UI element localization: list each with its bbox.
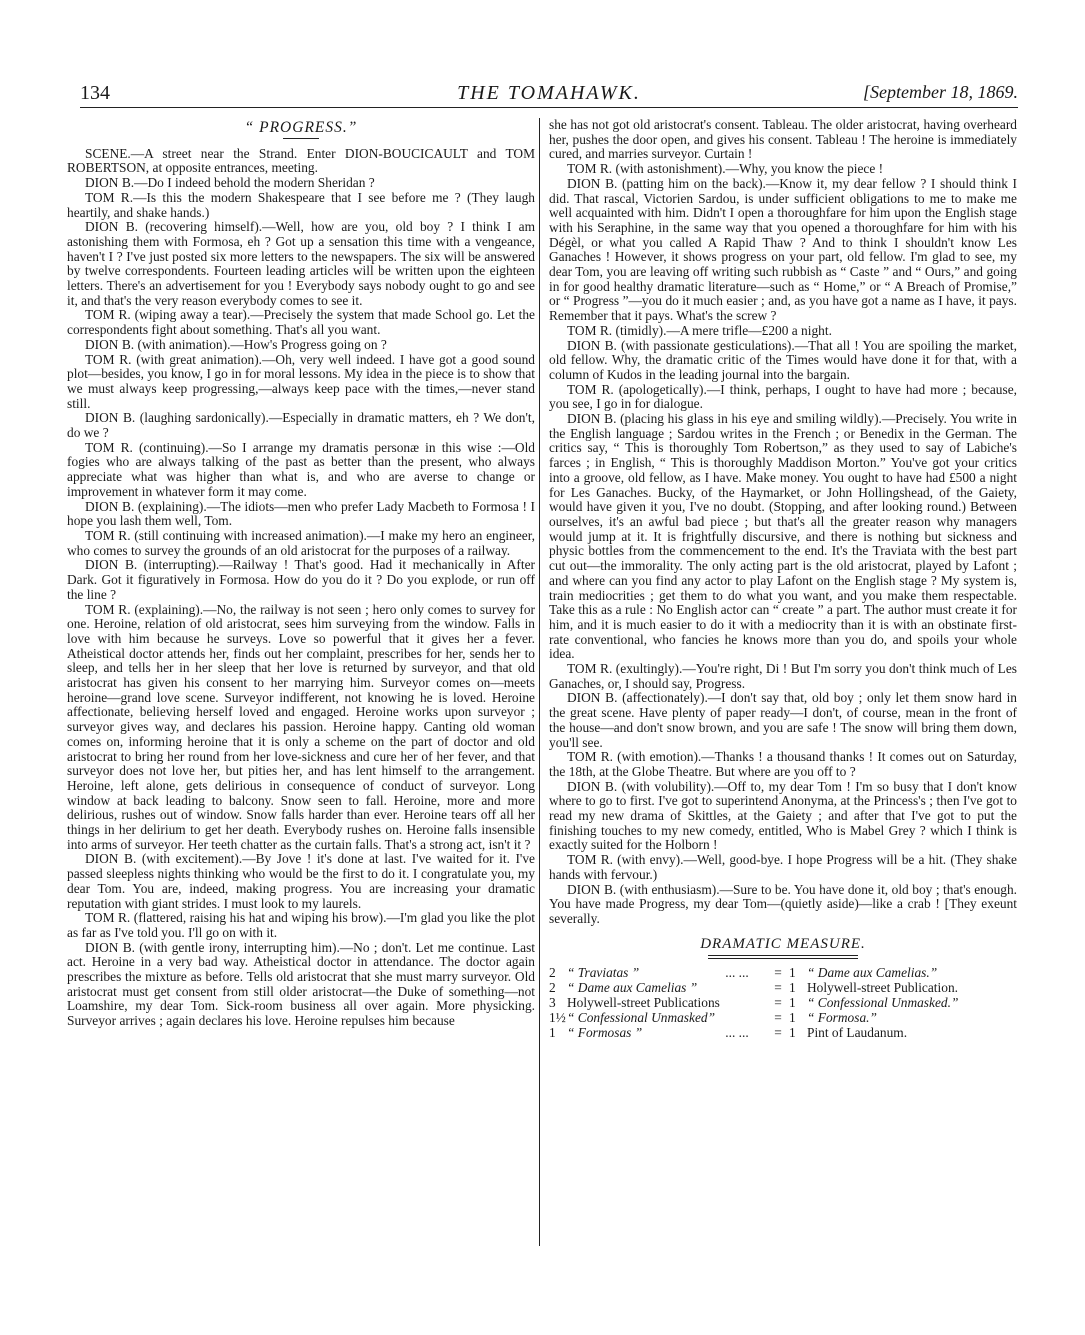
- measure-result-qty: 1: [789, 965, 796, 981]
- right-column: [549, 118, 1017, 1040]
- measure-equals: =: [774, 1010, 782, 1026]
- measure-row: [549, 995, 1017, 1010]
- paragraph: TOM R. (with envy).—Well, good-bye. I hope Progress will be a hit. (They shake hands with fervour.): [549, 852, 1017, 882]
- measure-equals: =: [774, 995, 782, 1011]
- measure-dots: [707, 980, 767, 995]
- measure-result-qty: 1: [789, 1025, 796, 1041]
- measure-item: “ Confessional Unmasked”: [567, 1010, 716, 1026]
- header-rule: [80, 107, 1018, 108]
- paragraph: DION B. (with animation).—How's Progress going on ?: [85, 336, 387, 352]
- measure-item: “ Traviatas ”: [567, 965, 640, 981]
- measure-result-qty: 1: [789, 1010, 796, 1026]
- paragraph: DION B.—Do I indeed behold the modern Sheridan ?: [85, 175, 375, 191]
- paragraph: DION B. (patting him on the back).—Know it, my dear fellow ? I should think I did. That rascal, Victorien Sardou, is under sufficient obligations to me to make me well acquainted with him. Didn't I open a thoroughfare for him upon the English stage with his Seraphine, in the same way that you opened a thoroughfare for him with his Dégèl, or what you called A Rapid Thaw ? And to think I shouldn't know Les Ganaches ! However, it shows progress on your part, old fellow. I'm glad to see, my dear Tom, you are leaving off writing such rubbish as “ Caste ” and “ Ours,” and going in for good healthy dramatic literature—such as “ Home,” or “ A Breach of Promise,” or “ Progress ”—you do it much easier ; and, as you have got a name as I have, it pays. Remember that it pays. What's the screw ?: [549, 175, 1017, 324]
- paragraph: TOM R.—Is this the modern Shakespeare that I see before me ? (They laugh heartily, and shake hands.): [67, 189, 535, 220]
- paragraph: TOM R. (with great animation).—Oh, very well indeed. I have got a good sound plot—besides, you know, I go in for moral lessons. My idea in the piece is to show that we must always keep progressing,—always keep pace with the times,—never stand still.: [67, 351, 535, 411]
- paragraph: DION B. (with enthusiasm).—Sure to be. You have done it, old boy ; that's enough. You have made Progress, my dear Tom—(quietly aside)—like a crab ! [They exeunt severally.: [549, 881, 1017, 926]
- measure-qty: 2: [549, 965, 556, 981]
- paragraph: SCENE.—A street near the Strand. Enter DION-BOUCICAULT and TOM ROBERTSON, at opposite entrances, meeting.: [67, 145, 535, 176]
- paragraph: she has not got old aristocrat's consent. Tableau. The older aristocrat, having overheard her, pushes the door open, and gives his consent. Tableau ! The heroine is immediately cured, and marries surveyor. Curtain !: [549, 117, 1017, 162]
- measure-row: [549, 980, 1017, 995]
- running-title: THE TOMAHAWK.: [457, 82, 641, 104]
- measure-item: Holywell-street Publications: [567, 995, 720, 1011]
- measure-dots: ... ...: [725, 965, 749, 981]
- paragraph: TOM R. (exultingly).—You're right, Di ! But I'm sorry you don't think much of Les Ganaches, or, I should say, Progress.: [549, 661, 1017, 691]
- column-divider: [539, 118, 540, 1246]
- measure-row: [549, 1010, 1017, 1025]
- measure-item: “ Dame aux Camelias ”: [567, 980, 698, 996]
- paragraph: DION B. (explaining).—The idiots—men who prefer Lady Macbeth to Formosa ! I hope you lash them well, Tom.: [67, 498, 535, 529]
- paragraph: DION B. (placing his glass in his eye and smiling wildly).—Precisely. You write in the English language ; Sardou writes in the French ; or Benedix in the German. The critics say, “ This is thoroughly Tom Robertson,” as they used to say of Labiche's farces ; in English, “ This is thoroughly Maddison Morton.” You've got your critics into a groove, old fellow, as I have. Make money. You ought to have had £500 a night for Les Ganaches. Bucky, of the Haymarket, or John Hollingshead, of the Gaiety, would have given it you, I've no doubt. (Stopping, and after looking round.) Between ourselves, it's an awful bad piece ; but that's all the greater reason why managers would jump at it. It is frightfully discursive, and there is nothing but sickness and physic bottles from the commencement to the end. It's the Traviata with the best part cut out—the immorality. The only acting part is the old aristocrat, played by Lafont ; and where can you find any actor to play Lafont on the English stage ? My system is, train mediocrities ; get them to do what you want, and you make them respectable. Take this as a rule : No English actor can “ create ” a part. The author must create it for him, and it is much easier to do it with a mediocrity than it is with an obstinate first-rate conventional, who fancies he knows more than you do, and spoils your whole idea.: [549, 411, 1017, 662]
- measure-item: “ Formosas ”: [567, 1025, 643, 1041]
- paragraph: DION B. (with volubility).—Off to, my dear Tom ! I'm so busy that I don't know where to go to first. I've got to superintend Anonyma, at the Princess's ; then I've got to read my new drama of Skittles, at the Gaiety ; and after that I've got to put the finishing touches to my new comedy, entitled, Who is Mabel Grey ? which I think is exactly suited for the Holborn !: [549, 778, 1017, 853]
- page-header: [80, 82, 1018, 104]
- article-title: “ PROGRESS.”: [244, 119, 358, 136]
- issue-date: [September 18, 1869.: [863, 82, 1018, 102]
- paragraph: TOM R. (still continuing with increased animation).—I make my hero an engineer, who comes to survey the grounds of an old aristocrat for the purposes of a railway.: [67, 527, 535, 558]
- paragraph: DION B. (with gentle irony, interrupting him).—No ; don't. Let me continue. Last act. Heroine in a very bad way. Atheistical doctor in attendance. The doctor again prescribes the mixture as before. Tells old aristocrat that she must marry surveyor. Old aristocrat must get consent from still older aristocrat—the Duke of something—not Loamshire, my dear Tom. Sick-room business all over again. More physicking. Surveyor arrives ; again declares his love. Heroine repulses him because: [67, 939, 535, 1029]
- measure-result-qty: 1: [789, 995, 796, 1011]
- measure-dots: ... ...: [725, 1025, 749, 1041]
- measure-row: [549, 1025, 1017, 1040]
- title-rule: [283, 138, 319, 139]
- measure-row: [549, 965, 1017, 980]
- measure-qty: 2: [549, 980, 556, 996]
- measure-qty: 1: [549, 1025, 556, 1041]
- measure-title: DRAMATIC MEASURE.: [700, 935, 866, 952]
- measure-result: “ Dame aux Camelias.”: [807, 965, 938, 981]
- paragraph: DION B. (with excitement).—By Jove ! it's done at last. I've waited for it. I've passed sleepless nights thinking who would be the first to do it. I congratulate you, my dear Tom. You are, indeed, making progress. You are increasing your dramatic reputation with giant strides. I must look to my laurels.: [67, 851, 535, 911]
- paragraph: TOM R. (flattered, raising his hat and wiping his brow).—I'm glad you like the plot as far as I've told you. I'll go on with it.: [67, 910, 535, 940]
- paragraph: TOM R. (with astonishment).—Why, you know the piece !: [567, 161, 884, 177]
- page-number: 134: [80, 82, 110, 104]
- measure-result-qty: 1: [789, 980, 796, 996]
- measure-result: Pint of Laudanum.: [807, 1025, 908, 1041]
- paragraph: TOM R. (explaining).—No, the railway is not seen ; hero only comes to survey for one. Heroine, relation of old aristocrat, sees him surveying from the window. Falls in love with him because he surveys. Love so powerful that it gives her a fever. Atheistical doctor attends her, finds out her complaint, prescribes for her, sends her to sleep, and tells her in her sleep that her love is returned by surveyor, and that old aristocrat has given his consent to her marrying him. Surveyor comes on—meets heroine—grand love scene. Surveyor indifferent, not knowing he is loved. Heroine affectionate, believing herself loved and engaged. Heroine works upon surveyor ; surveyor gives way, and declares his passion. Heroine happy. Canting old woman comes on, informing heroine that it is only a scheme on the part of doctor and old aristocrat to bring her round from her love-sickness and cure her of her fever, and that surveyor does not love her, but pities her, and has lent himself to the arrangement. Heroine, left alone, gets delirious in consequence of conduct of surveyor. Long window at back leading to balcony. Snow seen to fall. Heroine, more and more delirious, rushes out of window. Snow falls harder than ever. Heroine tears off all her things in her delirium to get her death. Everybody rushes on. Heroine falls insensible into arms of surveyor. Her teeth chatter as the curtain falls. That's a strong act, isn't it ?: [67, 601, 535, 852]
- measure-result: “ Formosa.”: [807, 1010, 877, 1026]
- measure-rule: [708, 955, 858, 959]
- paragraph: DION B. (recovering himself).—Well, how are you, old boy ? I think I am astonishing them with Formosa, eh ? Got up a sensation this time with a vengeance, haven't I ? I've just posted six more letters to the newspapers. The six will be answered by twelve correspondents. Fourteen leading articles will be written upon the eighteen letters. There's an advertisement for you ! Everybody says nobody ought to go and see it, and that's the very reason everybody comes to see it.: [67, 219, 535, 308]
- measure-result: “ Confessional Unmasked.”: [807, 995, 959, 1011]
- measure-table: [549, 965, 1017, 1040]
- measure-equals: =: [774, 1025, 782, 1041]
- paragraph: DION B. (laughing sardonically).—Especially in dramatic matters, eh ? We don't, do we ?: [67, 410, 535, 441]
- paragraph: TOM R. (timidly).—A mere trifle—£200 a night.: [567, 322, 832, 338]
- paragraph: TOM R. (with emotion).—Thanks ! a thousand thanks ! It comes out on Saturday, the 18th, at the Globe Theatre. But where are you off to ?: [549, 749, 1017, 779]
- measure-qty: 1½: [549, 1010, 566, 1026]
- measure-equals: =: [774, 980, 782, 996]
- measure-equals: =: [774, 965, 782, 981]
- paragraph: TOM R. (wiping away a tear).—Precisely the system that made School go. Let the correspondents fight about something. That's all you want.: [67, 307, 535, 338]
- left-column: [67, 118, 535, 1029]
- measure-result: Holywell-street Publication.: [807, 980, 958, 996]
- paragraph: TOM R. (apologetically).—I think, perhaps, I ought to have had more ; because, you see, I go in for dialogue.: [549, 381, 1017, 412]
- paragraph: DION B. (affectionately).—I don't say that, old boy ; only let them snow hard in the great scene. Have plenty of paper ready—I don't, of course, mean in the front of the house—and don't snow brown, and you are safe ! The snow will bring them down, you'll see.: [549, 690, 1017, 750]
- paragraph: DION B. (interrupting).—Railway ! That's good. Had it mechanically in After Dark. Got it figuratively in Formosa. How do you do it ? Do you explode, or run off the line ?: [67, 557, 535, 602]
- measure-qty: 3: [549, 995, 556, 1011]
- paragraph: DION B. (with passionate gesticulations).—That all ! You are spoiling the market, old fellow. Why, the dramatic critic of the Times would have done it for that, with a column of Kudos in the leading journal into the bargain.: [549, 337, 1017, 382]
- paragraph: TOM R. (continuing).—So I arrange my dramatis personæ in this wise :—Old fogies who are always talking of the past as better than the present, who always appreciate what was higher than what is, and who are averse to change or improvement in whatever form it may come.: [67, 439, 535, 499]
